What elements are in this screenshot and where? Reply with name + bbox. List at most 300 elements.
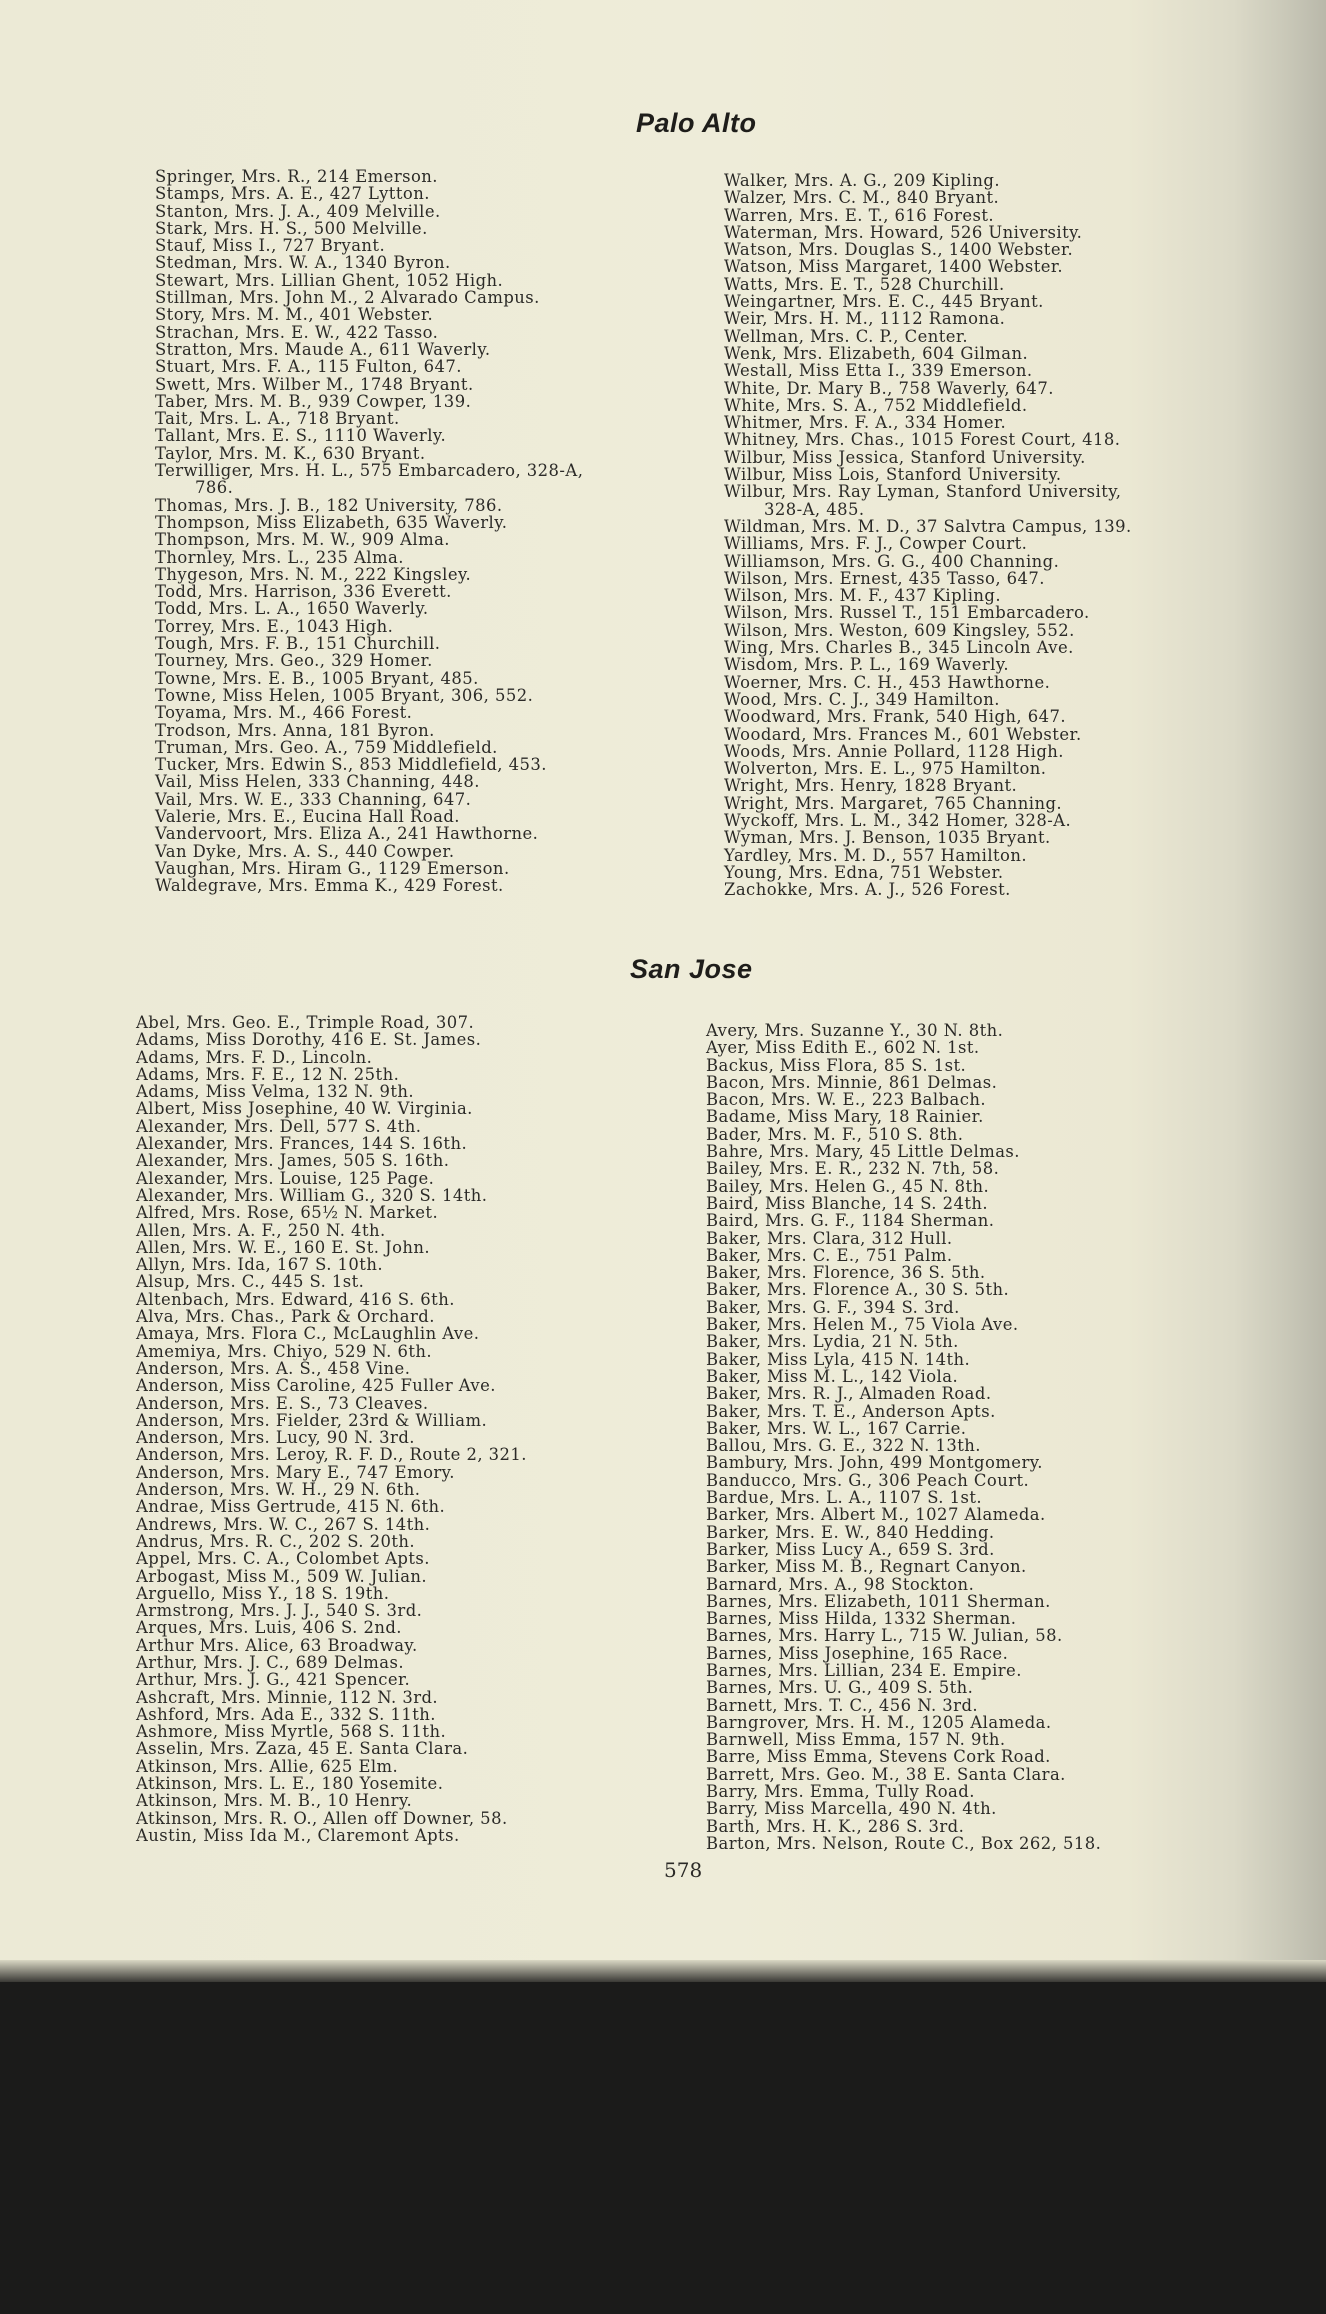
directory-entry (706, 1333, 1101, 1350)
directory-entry (155, 497, 583, 514)
entry-text: Adams, Miss Dorothy, 416 E. St. James. (136, 1030, 482, 1050)
entry-text: Bardue, Mrs. L. A., 1107 S. 1st. (706, 1488, 983, 1508)
palo-alto-left-column (155, 168, 583, 894)
entry-text: Arques, Mrs. Luis, 406 S. 2nd. (136, 1618, 402, 1638)
entry-text: Stewart, Mrs. Lillian Ghent, 1052 High. (155, 270, 504, 290)
directory-entry (724, 431, 1132, 448)
page-bottom-edge (0, 1960, 1326, 1982)
entry-text: Anderson, Mrs. Mary E., 747 Emory. (136, 1462, 455, 1482)
directory-entry (724, 553, 1132, 570)
san-jose-left-column (136, 1014, 527, 1844)
directory-entry (706, 1731, 1101, 1748)
entry-text: Baker, Mrs. Lydia, 21 N. 5th. (706, 1332, 959, 1352)
entry-text: Atkinson, Mrs. M. B., 10 Henry. (136, 1791, 413, 1811)
directory-entry (136, 1481, 527, 1498)
directory-entry (136, 1152, 527, 1169)
directory-entry (706, 1524, 1101, 1541)
directory-entry (155, 773, 583, 790)
entry-text: Wolverton, Mrs. E. L., 975 Hamilton. (724, 759, 1047, 779)
directory-entry (155, 618, 583, 635)
entry-text: Stillman, Mrs. John M., 2 Alvarado Campus. (155, 288, 540, 308)
directory-entry (706, 1195, 1101, 1212)
directory-entry (724, 293, 1132, 310)
entry-text: Baker, Mrs. W. L., 167 Carrie. (706, 1418, 967, 1438)
entry-text: Barnes, Mrs. Lillian, 234 E. Empire. (706, 1660, 1022, 1680)
directory-entry (724, 726, 1132, 743)
directory-entry (136, 1170, 527, 1187)
directory-entry (155, 393, 583, 410)
directory-entry (136, 1533, 527, 1550)
entry-text: Baker, Miss Lyla, 415 N. 14th. (706, 1349, 971, 1369)
entry-text: Anderson, Mrs. A. S., 458 Vine. (136, 1358, 411, 1378)
directory-entry (706, 1679, 1101, 1696)
entry-text: Barrett, Mrs. Geo. M., 38 E. Santa Clara. (706, 1764, 1066, 1784)
entry-text: Truman, Mrs. Geo. A., 759 Middlefield. (155, 737, 498, 757)
entry-text: Alva, Mrs. Chas., Park & Orchard. (136, 1307, 435, 1327)
entry-text: Ashmore, Miss Myrtle, 568 S. 11th. (136, 1722, 447, 1742)
entry-text: Asselin, Mrs. Zaza, 45 E. Santa Clara. (136, 1739, 469, 1759)
entry-text: Backus, Miss Flora, 85 S. 1st. (706, 1055, 967, 1075)
entry-text: Appel, Mrs. C. A., Colombet Apts. (136, 1549, 430, 1569)
directory-entry (724, 587, 1132, 604)
entry-text: Thompson, Mrs. M. W., 909 Alma. (155, 530, 450, 550)
entry-text: Arbogast, Miss M., 509 W. Julian. (136, 1566, 428, 1586)
entry-text: Williams, Mrs. F. J., Cowper Court. (724, 534, 1028, 554)
directory-entry (155, 185, 583, 202)
directory-entry (706, 1541, 1101, 1558)
directory-entry (155, 583, 583, 600)
directory-entry (706, 1472, 1101, 1489)
entry-text: Atkinson, Mrs. L. E., 180 Yosemite. (136, 1774, 444, 1794)
directory-entry (136, 1706, 527, 1723)
entry-text: Bambury, Mrs. John, 499 Montgomery. (706, 1453, 1043, 1473)
entry-text: Amemiya, Mrs. Chiyo, 529 N. 6th. (136, 1341, 433, 1361)
directory-entry (706, 1645, 1101, 1662)
entry-text: Andrews, Mrs. W. C., 267 S. 14th. (136, 1514, 431, 1534)
directory-entry (155, 739, 583, 756)
directory-entry (724, 449, 1132, 466)
directory-entry (136, 1464, 527, 1481)
directory-entry (155, 410, 583, 427)
directory-entry (724, 656, 1132, 673)
directory-entry (706, 1143, 1101, 1160)
entry-text: Ballou, Mrs. G. E., 322 N. 13th. (706, 1436, 981, 1456)
entry-text: Tallant, Mrs. E. S., 1110 Waverly. (155, 426, 447, 446)
directory-entry (136, 1585, 527, 1602)
directory-entry (136, 1204, 527, 1221)
directory-entry (706, 1247, 1101, 1264)
entry-text: Wildman, Mrs. M. D., 37 Salvtra Campus, 139. (724, 516, 1132, 536)
entry-text: Alexander, Mrs. James, 505 S. 16th. (136, 1151, 450, 1171)
entry-text: Westall, Miss Etta I., 339 Emerson. (724, 361, 1033, 381)
directory-entry (706, 1818, 1101, 1835)
entry-text: Whitney, Mrs. Chas., 1015 Forest Court, 418. (724, 430, 1121, 450)
entry-text: Thornley, Mrs. L., 235 Alma. (155, 547, 404, 567)
entry-text: Vandervoort, Mrs. Eliza A., 241 Hawthorne. (155, 824, 539, 844)
directory-entry (136, 1671, 527, 1688)
entry-text: Ayer, Miss Edith E., 602 N. 1st. (706, 1038, 980, 1058)
entry-text: Zachokke, Mrs. A. J., 526 Forest. (724, 880, 1011, 900)
directory-entry (136, 1083, 527, 1100)
directory-entry (136, 1343, 527, 1360)
directory-entry (706, 1351, 1101, 1368)
entry-text: Walzer, Mrs. C. M., 840 Bryant. (724, 188, 1000, 208)
entry-text: Barry, Miss Marcella, 490 N. 4th. (706, 1799, 997, 1819)
entry-text: Watson, Mrs. Douglas S., 1400 Webster. (724, 240, 1074, 260)
entry-text: Stamps, Mrs. A. E., 427 Lytton. (155, 184, 430, 204)
entry-text: Van Dyke, Mrs. A. S., 440 Cowper. (155, 841, 455, 861)
entry-text: Baker, Mrs. Florence, 36 S. 5th. (706, 1263, 986, 1283)
entry-text: Abel, Mrs. Geo. E., Trimple Road, 307. (136, 1013, 475, 1032)
directory-entry (155, 549, 583, 566)
directory-entry (155, 514, 583, 531)
entry-text: Baker, Mrs. Helen M., 75 Viola Ave. (706, 1315, 1019, 1335)
directory-entry (136, 1360, 527, 1377)
entry-text: Warren, Mrs. E. T., 616 Forest. (724, 205, 995, 225)
directory-entry (706, 1316, 1101, 1333)
entry-text: Barnes, Mrs. Elizabeth, 1011 Sherman. (706, 1591, 1051, 1611)
directory-entry (724, 535, 1132, 552)
entry-text: Waldegrave, Mrs. Emma K., 429 Forest. (155, 876, 504, 896)
entry-text: Bacon, Mrs. Minnie, 861 Delmas. (706, 1072, 998, 1092)
entry-text: Bahre, Mrs. Mary, 45 Little Delmas. (706, 1142, 1020, 1162)
directory-entry (155, 756, 583, 773)
directory-entry (136, 1100, 527, 1117)
entry-text: Avery, Mrs. Suzanne Y., 30 N. 8th. (706, 1021, 1004, 1040)
directory-entry (155, 341, 583, 358)
san-jose-right-column (706, 1022, 1101, 1852)
entry-text: Anderson, Mrs. Lucy, 90 N. 3rd. (136, 1428, 415, 1448)
directory-entry (724, 847, 1132, 864)
entry-text: Wilson, Mrs. Weston, 609 Kingsley, 552. (724, 620, 1075, 640)
entry-text: Bailey, Mrs. Helen G., 45 N. 8th. (706, 1176, 990, 1196)
directory-entry (706, 1489, 1101, 1506)
entry-text: Banducco, Mrs. G., 306 Peach Court. (706, 1470, 1030, 1490)
directory-entry (706, 1454, 1101, 1471)
directory-entry (155, 324, 583, 341)
directory-entry (724, 777, 1132, 794)
directory-entry (136, 1740, 527, 1757)
entry-text: Taylor, Mrs. M. K., 630 Bryant. (155, 443, 426, 463)
entry-text: Wilson, Mrs. Ernest, 435 Tasso, 647. (724, 568, 1045, 588)
entry-text: Andrae, Miss Gertrude, 415 N. 6th. (136, 1497, 446, 1517)
entry-text: Taber, Mrs. M. B., 939 Cowper, 139. (155, 391, 472, 411)
directory-entry (706, 1264, 1101, 1281)
entry-text: Walker, Mrs. A. G., 209 Kipling. (724, 171, 1000, 190)
directory-entry (155, 825, 583, 842)
directory-entry (724, 380, 1132, 397)
directory-entry (724, 483, 1132, 518)
entry-text: Barngrover, Mrs. H. M., 1205 Alameda. (706, 1712, 1052, 1732)
directory-entry (724, 207, 1132, 224)
directory-entry (136, 1395, 527, 1412)
directory-entry (724, 224, 1132, 241)
entry-text: Arguello, Miss Y., 18 S. 19th. (136, 1583, 390, 1603)
entry-text: Thompson, Miss Elizabeth, 635 Waverly. (155, 512, 508, 532)
entry-text: Barnes, Miss Josephine, 165 Race. (706, 1643, 1009, 1663)
directory-entry (724, 674, 1132, 691)
directory-entry (136, 1187, 527, 1204)
directory-entry (724, 241, 1132, 258)
entry-text: Baird, Mrs. G. F., 1184 Sherman. (706, 1211, 995, 1231)
entry-text: Bacon, Mrs. W. E., 223 Balbach. (706, 1090, 987, 1110)
directory-entry (724, 691, 1132, 708)
entry-text: Barker, Miss M. B., Regnart Canyon. (706, 1557, 1027, 1577)
directory-entry (136, 1429, 527, 1446)
directory-entry (724, 622, 1132, 639)
directory-entry (136, 1689, 527, 1706)
directory-entry (136, 1066, 527, 1083)
directory-entry (155, 670, 583, 687)
directory-entry (706, 1593, 1101, 1610)
entry-text: Wright, Mrs. Henry, 1828 Bryant. (724, 776, 1018, 796)
directory-entry (136, 1602, 527, 1619)
entry-text: Alexander, Mrs. Louise, 125 Page. (136, 1168, 435, 1188)
directory-entry (155, 843, 583, 860)
directory-entry (136, 1118, 527, 1135)
entry-text: Tourney, Mrs. Geo., 329 Homer. (155, 651, 433, 671)
entry-text: Story, Mrs. M. M., 401 Webster. (155, 305, 434, 325)
directory-entry (155, 704, 583, 721)
entry-text: Stratton, Mrs. Maude A., 611 Waverly. (155, 339, 491, 359)
entry-text: Wilson, Mrs. Russel T., 151 Embarcadero. (724, 603, 1090, 623)
directory-entry (706, 1057, 1101, 1074)
directory-entry (155, 687, 583, 704)
entry-text: Barker, Mrs. Albert M., 1027 Alameda. (706, 1505, 1046, 1525)
directory-entry (136, 1325, 527, 1342)
directory-entry (706, 1212, 1101, 1229)
entry-text: Barker, Miss Lucy A., 659 S. 3rd. (706, 1539, 995, 1559)
entry-text: Austin, Miss Ida M., Claremont Apts. (136, 1825, 460, 1845)
page-number: 578 (664, 1858, 703, 1882)
directory-entry (724, 604, 1132, 621)
entry-text: Strachan, Mrs. E. W., 422 Tasso. (155, 322, 439, 342)
directory-entry (706, 1074, 1101, 1091)
directory-entry (706, 1160, 1101, 1177)
entry-text: Wyckoff, Mrs. L. M., 342 Homer, 328-A. (724, 810, 1072, 830)
entry-text: Albert, Miss Josephine, 40 W. Virginia. (136, 1099, 473, 1119)
entry-text: Wilbur, Miss Lois, Stanford University. (724, 465, 1062, 485)
entry-text: Alexander, Mrs. Dell, 577 S. 4th. (136, 1116, 422, 1136)
directory-entry (724, 362, 1132, 379)
entry-text: Vail, Miss Helen, 333 Channing, 448. (155, 772, 480, 792)
directory-entry (136, 1827, 527, 1844)
directory-entry (136, 1412, 527, 1429)
directory-entry (136, 1550, 527, 1567)
directory-entry (136, 1308, 527, 1325)
directory-entry (724, 829, 1132, 846)
directory-entry (724, 328, 1132, 345)
directory-entry (155, 289, 583, 306)
directory-entry (136, 1498, 527, 1515)
entry-text: Baker, Mrs. C. E., 751 Palm. (706, 1245, 953, 1265)
entry-text: Alfred, Mrs. Rose, 65½ N. Market. (136, 1203, 439, 1223)
entry-text: Wright, Mrs. Margaret, 765 Channing. (724, 793, 1063, 813)
directory-entry (155, 635, 583, 652)
entry-text: Stauf, Miss I., 727 Bryant. (155, 236, 386, 256)
directory-entry (706, 1627, 1101, 1644)
entry-text: Yardley, Mrs. M. D., 557 Hamilton. (724, 845, 1028, 865)
directory-entry (155, 652, 583, 669)
entry-text: Stedman, Mrs. W. A., 1340 Byron. (155, 253, 451, 273)
entry-text: Woodard, Mrs. Frances M., 601 Webster. (724, 724, 1082, 744)
directory-entry (155, 860, 583, 877)
entry-text: Woods, Mrs. Annie Pollard, 1128 High. (724, 741, 1064, 761)
entry-text: Wilbur, Mrs. Ray Lyman, Stanford University, (724, 482, 1122, 502)
directory-entry (706, 1558, 1101, 1575)
directory-entry (155, 462, 583, 497)
entry-text: Baker, Mrs. Clara, 312 Hull. (706, 1228, 953, 1248)
directory-entry (706, 1281, 1101, 1298)
directory-entry (136, 1239, 527, 1256)
entry-text: Baker, Mrs. Florence A., 30 S. 5th. (706, 1280, 1010, 1300)
entry-text: Arthur, Mrs. J. G., 421 Spencer. (136, 1670, 411, 1690)
entry-text: Wing, Mrs. Charles B., 345 Lincoln Ave. (724, 638, 1074, 658)
entry-text: Weingartner, Mrs. E. C., 445 Bryant. (724, 292, 1044, 312)
directory-entry (155, 220, 583, 237)
entry-text: Barnes, Mrs. Harry L., 715 W. Julian, 58. (706, 1626, 1063, 1646)
directory-entry (724, 570, 1132, 587)
entry-text: Thygeson, Mrs. N. M., 222 Kingsley. (155, 564, 472, 584)
directory-entry (706, 1783, 1101, 1800)
entry-text: Baker, Mrs. T. E., Anderson Apts. (706, 1401, 996, 1421)
entry-text: Alexander, Mrs. William G., 320 S. 14th. (136, 1185, 488, 1205)
entry-text: Wyman, Mrs. J. Benson, 1035 Bryant. (724, 828, 1051, 848)
directory-entry (724, 795, 1132, 812)
directory-entry (706, 1022, 1101, 1039)
directory-entry (155, 722, 583, 739)
directory-entry (706, 1748, 1101, 1765)
entry-text: Barnard, Mrs. A., 98 Stockton. (706, 1574, 975, 1594)
entry-text: Armstrong, Mrs. J. J., 540 S. 3rd. (136, 1601, 423, 1621)
directory-entry (136, 1792, 527, 1809)
directory-entry (706, 1299, 1101, 1316)
entry-text: Valerie, Mrs. E., Eucina Hall Road. (155, 806, 460, 826)
directory-entry (155, 168, 583, 185)
entry-text: Badame, Miss Mary, 18 Rainier. (706, 1107, 984, 1127)
entry-text: Barnwell, Miss Emma, 157 N. 9th. (706, 1730, 1006, 1750)
directory-entry (136, 1568, 527, 1585)
entry-text: Towne, Mrs. E. B., 1005 Bryant, 485. (155, 668, 479, 688)
entry-text: Barre, Miss Emma, Stevens Cork Road. (706, 1747, 1051, 1767)
directory-entry (136, 1810, 527, 1827)
entry-text: Trodson, Mrs. Anna, 181 Byron. (155, 720, 435, 740)
entry-text: Young, Mrs. Edna, 751 Webster. (724, 862, 1004, 882)
directory-entry (706, 1178, 1101, 1195)
entry-text: Terwilliger, Mrs. H. L., 575 Embarcadero, 328-A, (155, 461, 584, 481)
directory-entry (706, 1230, 1101, 1247)
directory-entry (724, 760, 1132, 777)
entry-text: Barry, Mrs. Emma, Tully Road. (706, 1782, 975, 1802)
entry-text: Woerner, Mrs. C. H., 453 Hawthorne. (724, 672, 1051, 692)
entry-text: Tough, Mrs. F. B., 151 Churchill. (155, 634, 441, 654)
directory-entry (136, 1014, 527, 1031)
directory-entry (136, 1516, 527, 1533)
entry-text: Vaughan, Mrs. Hiram G., 1129 Emerson. (155, 858, 510, 878)
directory-entry (724, 276, 1132, 293)
directory-entry (155, 272, 583, 289)
directory-entry (706, 1108, 1101, 1125)
entry-text: Waterman, Mrs. Howard, 526 University. (724, 222, 1083, 242)
entry-text: Wenk, Mrs. Elizabeth, 604 Gilman. (724, 343, 1029, 363)
directory-entry (724, 310, 1132, 327)
entry-text: Allen, Mrs. W. E., 160 E. St. John. (136, 1237, 431, 1257)
entry-text: Baker, Mrs. G. F., 394 S. 3rd. (706, 1297, 960, 1317)
entry-text: Baker, Miss M. L., 142 Viola. (706, 1366, 959, 1386)
directory-entry (155, 306, 583, 323)
directory-entry (136, 1619, 527, 1636)
entry-text: Barton, Mrs. Nelson, Route C., Box 262, 518. (706, 1833, 1102, 1853)
entry-text: Bailey, Mrs. E. R., 232 N. 7th, 58. (706, 1159, 1000, 1179)
entry-text: Barth, Mrs. H. K., 286 S. 3rd. (706, 1816, 965, 1836)
directory-entry (724, 743, 1132, 760)
directory-entry (136, 1031, 527, 1048)
directory-entry (724, 172, 1132, 189)
palo-alto-right-column (724, 172, 1132, 898)
directory-entry (724, 639, 1132, 656)
directory-entry (706, 1835, 1101, 1852)
entry-text: Woodward, Mrs. Frank, 540 High, 647. (724, 707, 1067, 727)
entry-text: Stuart, Mrs. F. A., 115 Fulton, 647. (155, 357, 462, 377)
directory-entry (724, 518, 1132, 535)
directory-entry (136, 1291, 527, 1308)
directory-entry (136, 1758, 527, 1775)
entry-text: Wood, Mrs. C. J., 349 Hamilton. (724, 689, 1000, 709)
directory-entry (155, 791, 583, 808)
entry-text: Arthur Mrs. Alice, 63 Broadway. (136, 1635, 418, 1655)
directory-entry (706, 1714, 1101, 1731)
directory-entry (136, 1654, 527, 1671)
directory-entry (155, 254, 583, 271)
entry-text: Barnes, Miss Hilda, 1332 Sherman. (706, 1609, 1017, 1629)
entry-text: Adams, Miss Velma, 132 N. 9th. (136, 1082, 415, 1102)
entry-text: Todd, Mrs. Harrison, 336 Everett. (155, 582, 452, 602)
entry-text: Barker, Mrs. E. W., 840 Hedding. (706, 1522, 995, 1542)
directory-entry (724, 258, 1132, 275)
entry-text: White, Dr. Mary B., 758 Waverly, 647. (724, 378, 1054, 398)
entry-text: Baker, Mrs. R. J., Almaden Road. (706, 1384, 992, 1404)
directory-entry (724, 864, 1132, 881)
directory-entry (706, 1800, 1101, 1817)
entry-text: Altenbach, Mrs. Edward, 416 S. 6th. (136, 1289, 455, 1309)
directory-entry (155, 237, 583, 254)
directory-entry (155, 808, 583, 825)
directory-entry (136, 1446, 527, 1463)
directory-entry (155, 376, 583, 393)
entry-text: Adams, Mrs. F. E., 12 N. 25th. (136, 1064, 400, 1084)
directory-entry (136, 1049, 527, 1066)
entry-text: Allen, Mrs. A. F., 250 N. 4th. (136, 1220, 386, 1240)
entry-text: Wilson, Mrs. M. F., 437 Kipling. (724, 586, 1002, 606)
directory-entry (706, 1039, 1101, 1056)
entry-text: Torrey, Mrs. E., 1043 High. (155, 616, 394, 636)
entry-text: Atkinson, Mrs. Allie, 625 Elm. (136, 1756, 399, 1776)
directory-entry (724, 414, 1132, 431)
entry-text: Ashcraft, Mrs. Minnie, 112 N. 3rd. (136, 1687, 439, 1707)
entry-text: Toyama, Mrs. M., 466 Forest. (155, 703, 413, 723)
directory-entry (724, 397, 1132, 414)
directory-entry (136, 1273, 527, 1290)
directory-entry (136, 1637, 527, 1654)
directory-entry (706, 1368, 1101, 1385)
directory-entry (706, 1610, 1101, 1627)
directory-entry (724, 881, 1132, 898)
entry-text: Watson, Miss Margaret, 1400 Webster. (724, 257, 1064, 277)
entry-text: Barnett, Mrs. T. C., 456 N. 3rd. (706, 1695, 979, 1715)
directory-entry (136, 1222, 527, 1239)
directory-entry (155, 877, 583, 894)
entry-text: Thomas, Mrs. J. B., 182 University, 786. (155, 495, 503, 515)
